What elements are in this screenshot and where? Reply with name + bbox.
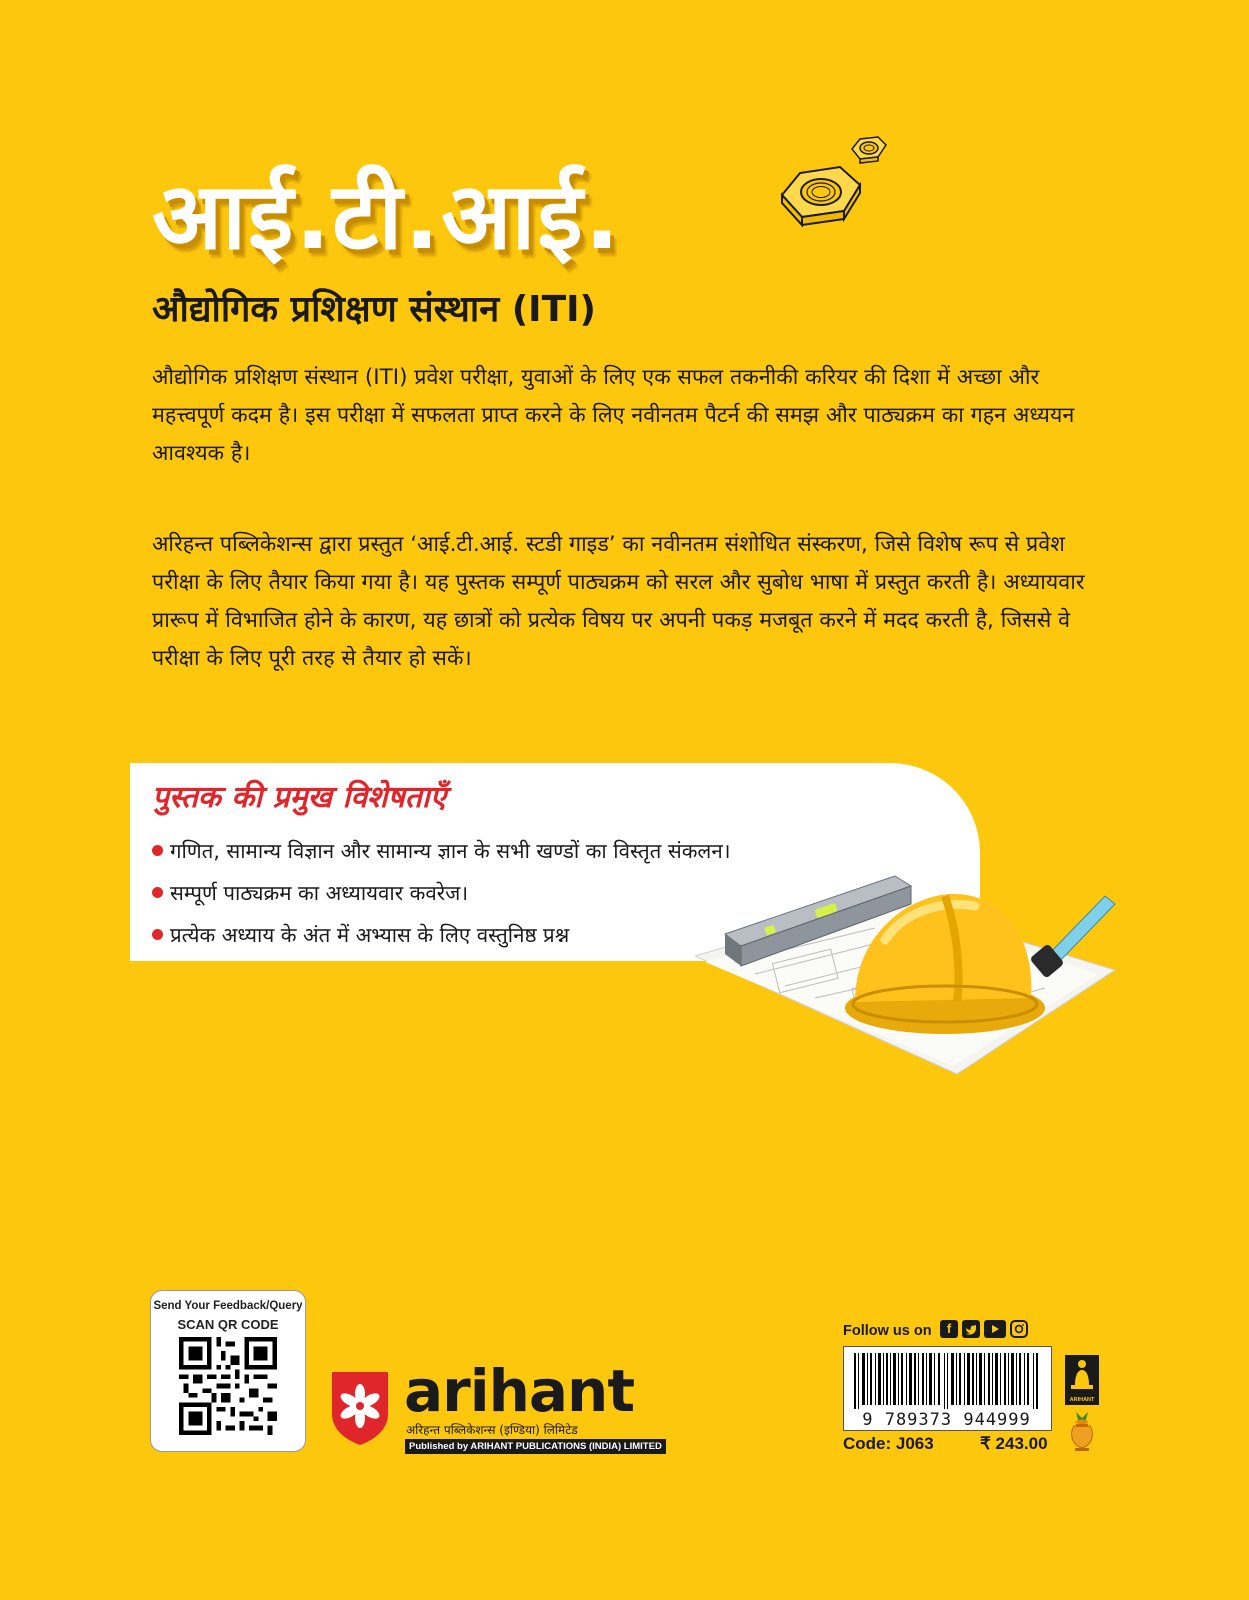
arihant-emblem — [1065, 1355, 1099, 1405]
book-price: ₹ 243.00 — [980, 1434, 1048, 1453]
isbn-number: 9 789373 944999 — [862, 1410, 1031, 1430]
feature-item — [150, 919, 730, 961]
facebook-icon[interactable]: f — [940, 1320, 958, 1338]
cover-title: आई.टी.आई. — [152, 163, 622, 270]
features-heading: पुस्तक की प्रमुख विशेषताएँ — [152, 780, 447, 815]
bullet-icon — [152, 845, 163, 856]
emblem-label: ARIHANT — [1069, 1397, 1095, 1403]
intro-paragraph: औद्योगिक प्रशिक्षण संस्थान (ITI) प्रवेश परीक्षा, युवाओं के लिए एक सफल तकनीकी करियर की दिशा में अच्छा और महत्त्वपूर्ण कदम है। इस परीक्षा में सफलता प्राप्त करने के लिए नवीनतम पैटर्न की समझ और पाठ्यक्रम का गहन अध्ययन आवश्यक है। — [152, 365, 1075, 466]
meditating-figure-icon — [1065, 1355, 1099, 1395]
feature-text: सम्पूर्ण पाठ्यक्रम का अध्यायवार कवरेज। — [170, 881, 469, 905]
feature-text: गणित, सामान्य विज्ञान और सामान्य ज्ञान के सभी खण्डों का विस्तृत संकलन। — [170, 839, 731, 863]
description-paragraph: अरिहन्त पब्लिकेशन्स द्वारा प्रस्तुत ‘आई.टी.आई. स्टडी गाइड’ का नवीनतम संशोधित संस्करण, जिसे विशेष रूप से प्रवेश परीक्षा के लिए तैयार किया गया है। यह पुस्तक सम्पूर्ण पाठ्यक्रम को सरल और सुबोध भाषा में प्रस्तुत करती है। अध्यायवार प्रारूप में विभाजित होने के कारण, यह छात्रों को प्रत्येक विषय पर अपनी पकड़ मजबूत करने में मदद करती है, जिससे वे परीक्षा के लिए पूरी तरह से तैयार हो सकें। — [152, 532, 1085, 671]
follow-us-label: Follow us on — [843, 1323, 932, 1339]
barcode-bars — [844, 1347, 1051, 1409]
kalash-icon — [1067, 1410, 1097, 1452]
publisher-logo-text: arihant — [404, 1357, 635, 1425]
publisher-hindi-name: अरिहन्त पब्लिकेशन्स (इण्डिया) लिमिटेड — [406, 1423, 578, 1437]
feedback-qr-card[interactable] — [150, 1290, 306, 1452]
qr-scan-label: SCAN QR CODE — [177, 1317, 279, 1332]
bullet-icon — [152, 929, 163, 940]
publisher-tagline: Published by ARIHANT PUBLICATIONS (INDIA) LIMITED — [405, 1439, 666, 1454]
features-list — [150, 835, 730, 961]
youtube-icon[interactable] — [984, 1320, 1006, 1338]
feature-item — [150, 877, 730, 919]
hex-nut-icon — [778, 155, 864, 229]
feature-item — [150, 835, 730, 877]
hard-hat-blueprint-illustration — [695, 870, 1135, 1100]
instagram-icon[interactable] — [1010, 1320, 1028, 1338]
cover-subtitle: औद्योगिक प्रशिक्षण संस्थान (ITI) — [152, 289, 596, 330]
qr-code-icon[interactable] — [179, 1337, 277, 1435]
book-code: Code: J063 — [843, 1434, 934, 1453]
feature-text: प्रत्येक अध्याय के अंत में अभ्यास के लिए वस्तुनिष्ठ प्रश्न — [170, 923, 570, 947]
bullet-icon — [152, 887, 163, 898]
twitter-icon[interactable] — [962, 1320, 980, 1338]
arihant-logo-icon — [330, 1368, 390, 1446]
qr-caption: Send Your Feedback/Query — [153, 1300, 303, 1312]
small-hex-nut-icon — [850, 133, 888, 165]
